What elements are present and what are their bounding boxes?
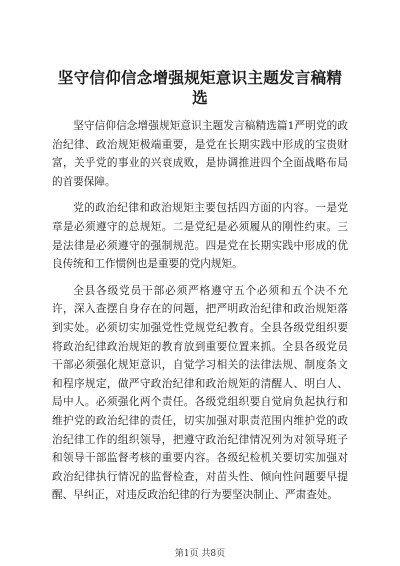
document-title: 坚守信仰信念增强规矩意识主题发言稿精选 (57, 68, 343, 107)
paragraph-3: 全县各级党员干部必须严格遵守五个必须和五个决不允许，深入查摆自身存在的问题，把严明政治纪律和政治规矩落到实处。必须切实加强党性党规党纪教育。全县各级党组织要将政治纪律政治规矩的教育放到重要位置来抓。全县各级党员干部必须强化规矩意识，自觉学习相关的法律法规、制度条文和程序规定，做严守政治纪律和政治规矩的清醒人、明白人、局中人。必须强化两个责任。各级党组织要自觉肩负起执行和维护党的政治纪律的责任，切实加强对职责范围内维护党的政治纪律工作的组织领导，把遵守政治纪律情况列为对领导班子和领导干部监督考核的重要内容。各级纪检机关要切实加强对政治纪律执行情况的监督检查，对苗头性、倾向性问题要早提醒、早纠正，对违反政治纪律的行为要坚决制止、严肃查处。 (52, 284, 348, 502)
paragraph-1: 坚守信仰信念增强规矩意识主题发言稿精选篇1严明党的政治纪律、政治规矩极端重要，是党在长期实践中形成的宝贵财富，关乎党的事业的兴衰成败，是协调推进四个全面战略布局的首要保障。 (52, 120, 348, 188)
page-number-footer: 第1页 共8页 (174, 549, 226, 559)
paragraph-2: 党的政治纪律和政治规矩主要包括四方面的内容。一是党章是必须遵守的总规矩。二是党纪是必须履从的刚性约束。三是法律是必须遵守的强制规范。四是党在长期实践中形成的优良传统和工作惯例也是重要的党内规矩。 (52, 202, 348, 271)
document-body (52, 117, 348, 505)
